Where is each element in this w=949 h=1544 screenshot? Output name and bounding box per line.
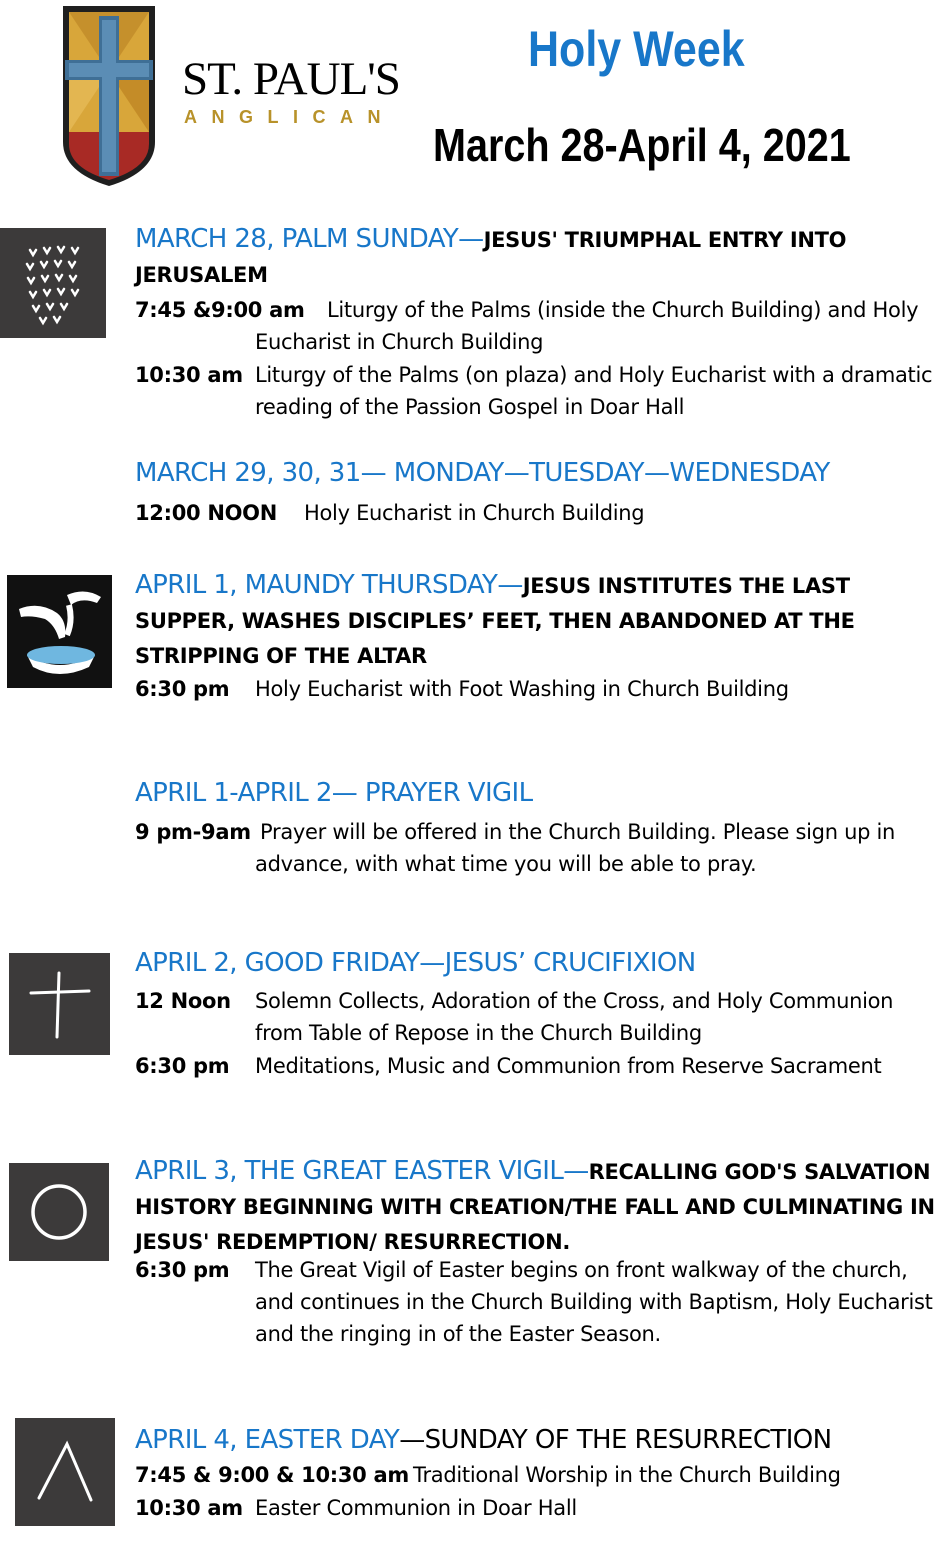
service-time: 6:30 pm [135, 677, 230, 701]
service-description: Prayer will be offered in the Church Building. Please sign up in advance, with what time you will be able to pray. [255, 820, 896, 876]
easter-day-subtitle: SUNDAY OF THE RESURRECTION [424, 1425, 832, 1455]
easter-day-heading [135, 1423, 935, 1457]
good-friday-heading [135, 946, 935, 980]
heading-separator: — [563, 1156, 589, 1186]
service-description: Solemn Collects, Adoration of the Cross, and Holy Communion from Table of Repose in the Church Building [255, 989, 894, 1045]
maundy-thursday-title: APRIL 1, MAUNDY THURSDAY [135, 570, 498, 600]
foot-washing-icon [7, 575, 112, 688]
easter-day-row-1 [135, 1459, 935, 1491]
heading-separator: — [399, 1425, 425, 1455]
easter-vigil-heading [135, 1154, 935, 1259]
holy-weekdays-title: MARCH 29, 30, 31— MONDAY—TUESDAY—WEDNESDAY [135, 458, 830, 488]
service-time: 9 pm-9am [135, 820, 251, 844]
service-description: Liturgy of the Palms (inside the Church Building) and Holy Eucharist in Church Building [255, 298, 919, 354]
circle-icon [9, 1163, 109, 1261]
prayer-vigil-title: APRIL 1-APRIL 2— PRAYER VIGIL [135, 778, 533, 808]
service-description: Traditional Worship in the Church Building [413, 1463, 841, 1487]
easter-vigil-title: APRIL 3, THE GREAT EASTER VIGIL [135, 1156, 564, 1186]
good-friday-title: APRIL 2, GOOD FRIDAY—JESUS’ CRUCIFIXION [135, 948, 696, 978]
prayer-vigil-row-1 [135, 816, 935, 880]
easter-day-row-2 [135, 1492, 935, 1524]
holy-weekdays-heading [135, 456, 935, 490]
good-friday-row-2 [135, 1050, 935, 1082]
easter-vigil-subtitle: RECALLING GOD'S SALVATION HISTORY BEGINNING WITH CREATION/THE FALL AND CULMINATING IN JESUS' REDEMPTION/ RESURRECTION. [135, 1160, 935, 1254]
palm-sunday-subtitle: JESUS' TRIUMPHAL ENTRY INTO JERUSALEM [135, 228, 847, 287]
service-time: 12 Noon [135, 989, 231, 1013]
service-description: Liturgy of the Palms (on plaza) and Holy Eucharist with a dramatic reading of the Passion Gospel in Doar Hall [255, 363, 933, 419]
church-denomination: ANGLICAN [184, 107, 395, 127]
maundy-thursday-heading [135, 568, 935, 673]
prayer-vigil-heading [135, 776, 935, 810]
service-time: 10:30 am [135, 363, 243, 387]
page-date-range: March 28-April 4, 2021 [433, 119, 851, 171]
easter-day-title: APRIL 4, EASTER DAY [135, 1425, 400, 1455]
service-time: 12:00 NOON [135, 501, 278, 525]
heading-separator: — [458, 224, 484, 254]
service-time: 7:45 & 9:00 & 10:30 am [135, 1463, 409, 1487]
service-time: 6:30 pm [135, 1258, 230, 1282]
service-time: 7:45 &9:00 am [135, 298, 305, 322]
service-description: Meditations, Music and Communion from Reserve Sacrament [255, 1054, 882, 1078]
palm-leaves-icon [0, 228, 106, 338]
page-title: Holy Week [528, 21, 745, 77]
service-description: Holy Eucharist in Church Building [304, 501, 645, 525]
empty-tomb-icon [15, 1418, 115, 1526]
service-time: 6:30 pm [135, 1054, 230, 1078]
palm-sunday-row-2 [135, 359, 935, 423]
church-logo-shield [55, 2, 163, 188]
easter-vigil-row-1 [135, 1254, 935, 1350]
heading-separator: — [497, 570, 523, 600]
maundy-thursday-row-1 [135, 673, 935, 705]
palm-sunday-title: MARCH 28, PALM SUNDAY [135, 224, 459, 254]
church-name: ST. PAUL'S [182, 53, 400, 105]
cross-icon [9, 953, 110, 1055]
good-friday-row-1 [135, 985, 935, 1049]
palm-sunday-row-1 [135, 294, 935, 358]
service-description: The Great Vigil of Easter begins on front walkway of the church, and continues in the Church Building with Baptism, Holy Eucharist and the ringing in of the Easter Season. [255, 1258, 933, 1346]
palm-sunday-heading [135, 222, 935, 292]
maundy-thursday-subtitle: JESUS INSTITUTES THE LAST SUPPER, WASHES DISCIPLES’ FEET, THEN ABANDONED AT THE STRIPPING OF THE ALTAR [135, 574, 855, 668]
holy-weekdays-row-1 [135, 497, 935, 529]
service-time: 10:30 am [135, 1496, 243, 1520]
service-description: Easter Communion in Doar Hall [255, 1496, 577, 1520]
service-description: Holy Eucharist with Foot Washing in Church Building [255, 677, 789, 701]
